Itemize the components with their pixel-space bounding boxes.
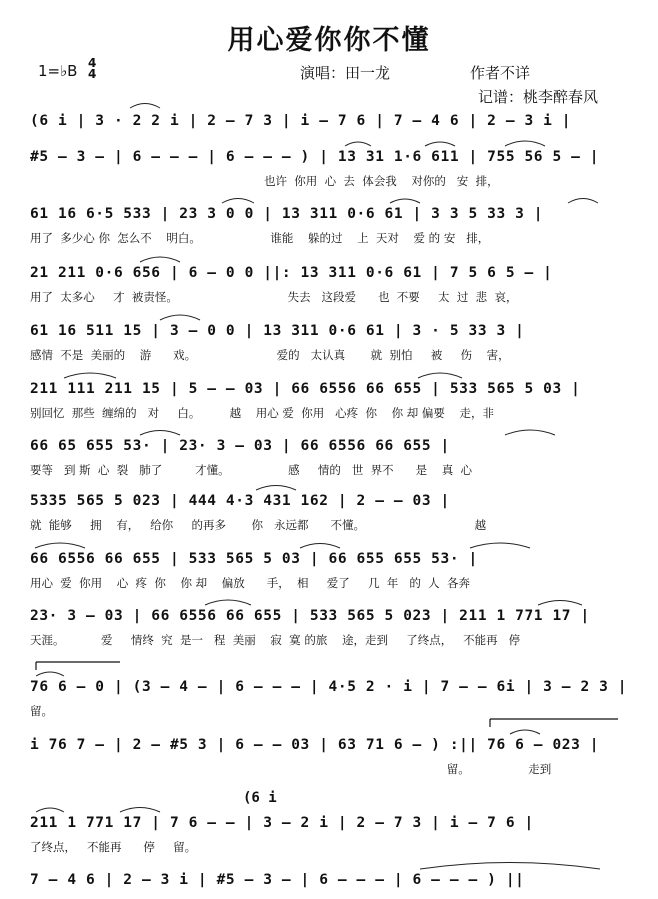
time-signature — [88, 58, 96, 80]
notes-row-1: (6 i | 3 · 2 2 i | 2 – 7 3 | i – 7 6 | 7 – 4 6 | 2 – 3 i | — [30, 113, 572, 129]
time-signature-top: 4 — [88, 56, 97, 70]
lyrics-row-7: 要等 到 斯 心 裂 肺了 才懂。 感 情的 世 界不 是 真 心 — [30, 463, 473, 477]
composer-credit: 作者不详 — [470, 64, 531, 82]
notes-row-4: 21 211 0·6 656 | 6 – 0 0 ||: 13 311 0·6 61 | 7 5 6 5 – | — [30, 265, 553, 281]
transcriber-credit: 记谱：桃李醉春风 — [478, 88, 599, 106]
lyrics-row-4: 用了 太多心 才 被责怪。 失去 这段爱 也 不要 太 过 悲 哀， — [30, 290, 518, 304]
notes-row-8: 5335 565 5 023 | 444 4·3 431 162 | 2 – – 03 | — [30, 493, 450, 509]
notes-row-11: 76 6 – 0 | (3 – 4 – | 6 – – – | 4·5 2 · i | 7 – – 6i | 3 – 2 3 | — [30, 679, 628, 695]
time-signature-bottom: 4 — [88, 67, 97, 81]
notes-row-2: #5 – 3 – | 6 – – – | 6 – – – ) | 13 31 1·6 611 | 755 56 5 – | — [30, 149, 600, 165]
lyrics-row-5: 感情 不是 美丽的 游 戏。 爱的 太认真 就 别怕 被 伤 害， — [30, 348, 510, 362]
notes-row-12: i 76 7 – | 2 – #5 3 | 6 – – 03 | 63 71 6 – ) :|| 76 6 – 023 | — [30, 737, 600, 753]
lyrics-row-2: 也许 你用 心 去 体会我 对你的 安 排， — [30, 174, 499, 188]
singer-credit: 演唱：田一龙 — [300, 64, 391, 82]
notes-row-14: 7 – 4 6 | 2 – 3 i | #5 – 3 – | 6 – – – | 6 – – – ) || — [30, 872, 525, 888]
song-title: 用心爱你你不懂 — [227, 25, 431, 56]
notes-row-13: 211 1 771 17 | 7 6 – – | 3 – 2 i | 2 – 7 3 | i – 7 6 | — [30, 815, 534, 831]
lyrics-row-6: 别回忆 那些 缠绵的 对 白。 越 用心 爱 你用 心疼 你 你 却 偏要 走，非 — [30, 406, 495, 420]
lyrics-row-11: 留。 — [30, 704, 53, 718]
key-signature: 1=♭B — [38, 62, 78, 80]
lyrics-row-13: 了终点， 不能再 停 留。 — [30, 840, 197, 854]
notes-row-3: 61 16 6·5 533 | 23 3 0 0 | 13 311 0·6 61 | 3 3 5 33 3 | — [30, 206, 544, 222]
slur-mark — [130, 104, 160, 109]
notes-row-10: 23· 3 – 03 | 66 6556 66 655 | 533 565 5 023 | 211 1 771 17 | — [30, 608, 590, 624]
lyrics-row-12: 留。 走到 — [30, 762, 552, 776]
notes-row-6: 211 111 211 15 | 5 – – 03 | 66 6556 66 655 | 533 565 5 03 | — [30, 381, 581, 397]
lyrics-row-8: 就 能够 拥 有， 给你 的再多 你 永远都 不懂。 越 — [30, 518, 487, 532]
notes-row-9: 66 6556 66 655 | 533 565 5 03 | 66 655 655 53· | — [30, 551, 478, 567]
notes-row-7: 66 65 655 53· | 23· 3 – 03 | 66 6556 66 655 | — [30, 438, 450, 454]
notes-row-5: 61 16 511 15 | 3 – 0 0 | 13 311 0·6 61 | 3 · 5 33 3 | — [30, 323, 525, 339]
lyrics-row-9: 用心 爱 你用 心 疼 你 你 却 偏放 手， 相 爱了 几 年 的 人 各奔 — [30, 576, 470, 590]
lyrics-row-3: 用了 多少心 你 怎么不 明白。 谁能 躲的过 上 天对 爱 的 安 排， — [30, 231, 490, 245]
lyrics-row-10: 天涯。 爱 情终 究 是一 程 美丽 寂 寞 的旅 途，走到 了终点， 不能再 停 — [30, 633, 521, 647]
chord-annotation: (6 i — [243, 790, 277, 806]
